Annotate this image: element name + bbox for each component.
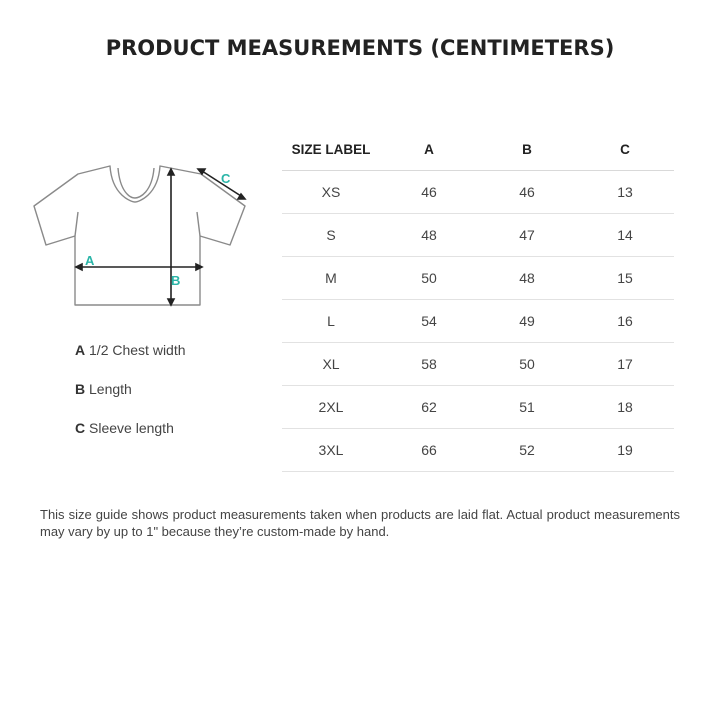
header-c: C bbox=[576, 128, 674, 171]
table-row bbox=[282, 429, 674, 472]
cell-size: XS bbox=[282, 171, 380, 214]
cell-c: 19 bbox=[576, 429, 674, 472]
cell-size: 3XL bbox=[282, 429, 380, 472]
measurement-legend bbox=[75, 340, 186, 457]
legend-item: B Length bbox=[75, 381, 132, 397]
table-row bbox=[282, 171, 674, 214]
table-header-row bbox=[282, 128, 674, 171]
shirt-collar bbox=[118, 168, 154, 198]
table-row bbox=[282, 300, 674, 343]
label-a: A bbox=[85, 253, 95, 268]
page-title: PRODUCT MEASUREMENTS (CENTIMETERS) bbox=[105, 36, 615, 60]
cell-c: 13 bbox=[576, 171, 674, 214]
cell-a: 58 bbox=[380, 343, 478, 386]
cell-c: 15 bbox=[576, 257, 674, 300]
cell-b: 49 bbox=[478, 300, 576, 343]
cell-a: 48 bbox=[380, 214, 478, 257]
legend-item: A 1/2 Chest width bbox=[75, 342, 186, 358]
size-table bbox=[282, 128, 674, 472]
cell-size: L bbox=[282, 300, 380, 343]
label-c: C bbox=[221, 171, 231, 186]
header-a: A bbox=[380, 128, 478, 171]
cell-a: 46 bbox=[380, 171, 478, 214]
table-row bbox=[282, 386, 674, 429]
cell-b: 47 bbox=[478, 214, 576, 257]
legend-item: C Sleeve length bbox=[75, 420, 174, 436]
label-b: B bbox=[171, 273, 181, 288]
cell-size: XL bbox=[282, 343, 380, 386]
table-row bbox=[282, 214, 674, 257]
cell-size: S bbox=[282, 214, 380, 257]
cell-b: 52 bbox=[478, 429, 576, 472]
cell-a: 62 bbox=[380, 386, 478, 429]
cell-b: 46 bbox=[478, 171, 576, 214]
cell-a: 54 bbox=[380, 300, 478, 343]
cell-b: 51 bbox=[478, 386, 576, 429]
cell-b: 50 bbox=[478, 343, 576, 386]
table-row bbox=[282, 343, 674, 386]
table-row bbox=[282, 257, 674, 300]
cell-a: 50 bbox=[380, 257, 478, 300]
cell-c: 18 bbox=[576, 386, 674, 429]
cell-c: 14 bbox=[576, 214, 674, 257]
cell-size: 2XL bbox=[282, 386, 380, 429]
cell-c: 17 bbox=[576, 343, 674, 386]
cell-c: 16 bbox=[576, 300, 674, 343]
cell-b: 48 bbox=[478, 257, 576, 300]
header-b: B bbox=[478, 128, 576, 171]
tshirt-diagram bbox=[26, 158, 256, 318]
cell-size: M bbox=[282, 257, 380, 300]
shirt-outline bbox=[34, 166, 245, 305]
cell-a: 66 bbox=[380, 429, 478, 472]
size-guide-note: This size guide shows product measurements taken when products are laid flat. Actual product measurements may vary by up to 1" because they’re custom-made by hand. bbox=[40, 507, 680, 539]
header-size-label: SIZE LABEL bbox=[282, 128, 380, 171]
